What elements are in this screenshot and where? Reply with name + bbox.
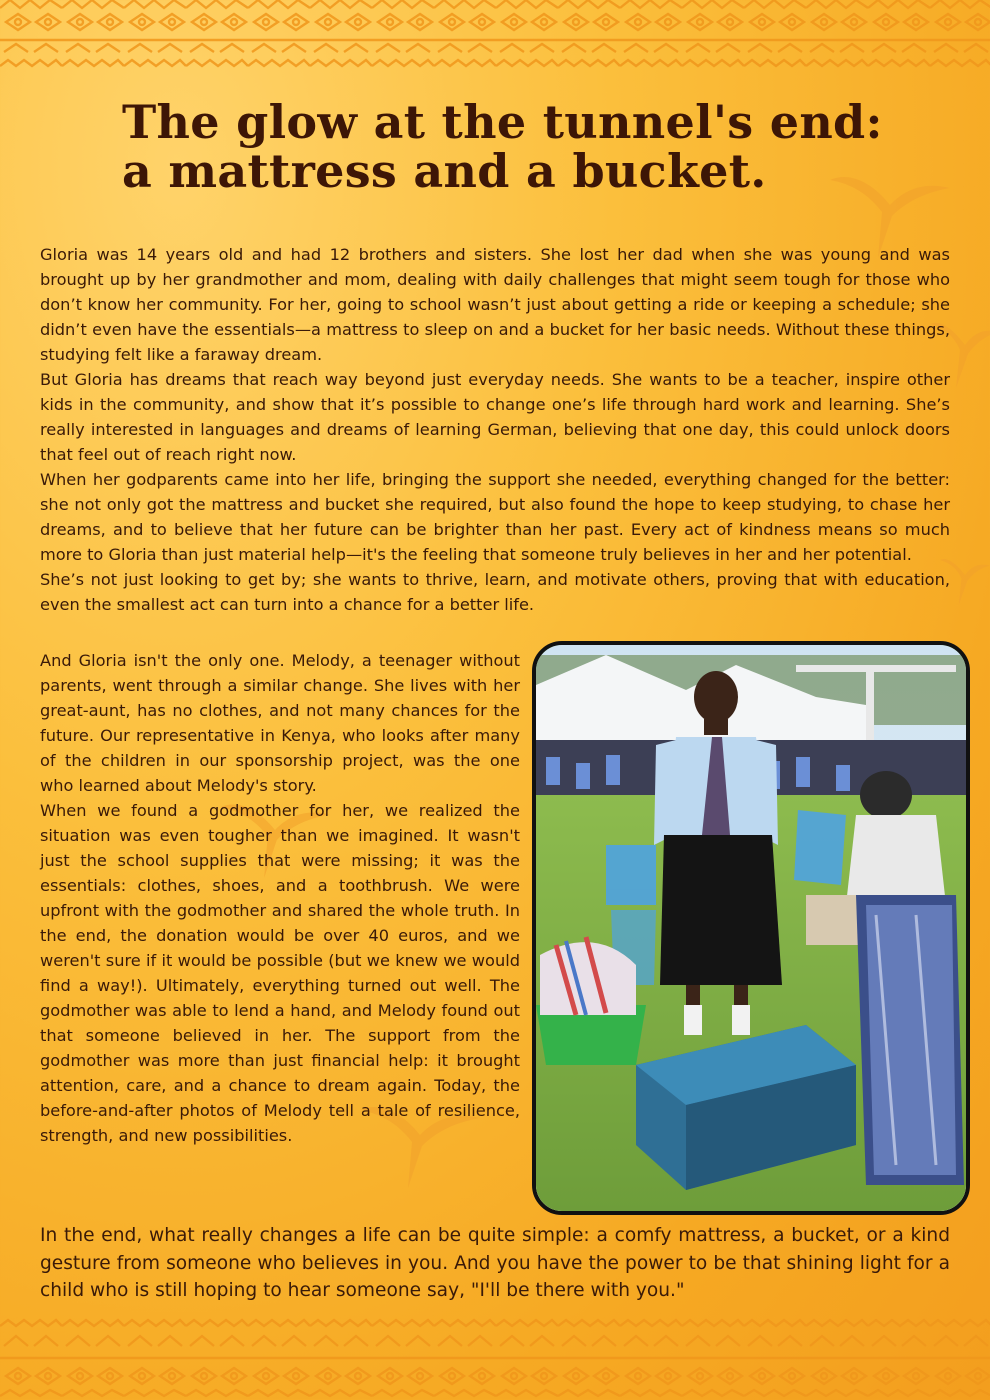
- melody-story: [40, 648, 520, 1148]
- page-title: [122, 95, 902, 198]
- paragraph: She’s not just looking to get by; she wants to thrive, learn, and motivate others, proving that with education, even the smallest act can turn into a chance for a better life.: [40, 570, 950, 614]
- title-line-1: The glow at the tunnel's end:: [122, 95, 883, 149]
- paragraph: When her godparents came into her life, bringing the support she needed, everything changed for the better: she not only got the mattress and bucket she required, but also found the hope to keep studying, to chase her dreams, and to believe that her future can be brighter than her past. Every act of kindness means so much more to Gloria than just material help—it's the feeling that someone truly believes in her and her potential.: [40, 470, 950, 564]
- paragraph: And Gloria isn't the only one. Melody, a teenager without parents, went through a similar change. She lives with her great-aunt, has no clothes, and not many chances for the future. Our representative in Kenya, who looks after many of the children in our sponsorship project, was the one who learned about Melody's story.: [40, 651, 520, 795]
- title-line-2: a mattress and a bucket.: [122, 144, 767, 198]
- gloria-story: [40, 242, 950, 617]
- paragraph: When we found a godmother for her, we realized the situation was even tougher than we imagined. It wasn't just the school supplies that were missing; it was the essentials: clothes, shoes, and a toothbrush. We were upfront with the godmother and shared the whole truth. In the end, the donation would be over 40 euros, and we weren't sure if it would be possible (but we knew we would find a way!). Ultimately, everything turned out well. The godmother was able to lend a hand, and Melody found out that someone believed in her. The support from the godmother was more than just financial help: it brought attention, care, and a chance to dream again. Today, the before-and-after photos of Melody tell a tale of resilience, strength, and new possibilities.: [40, 801, 520, 1145]
- paragraph: Gloria was 14 years old and had 12 brothers and sisters. She lost her dad when she was young and was brought up by her grandmother and mom, dealing with daily challenges that might seem tough for those who don’t know her community. For her, going to school wasn’t just about getting a ride or keeping a schedule; she didn’t even have the essentials—a mattress to sleep on and a bucket for her basic needs. Without these things, studying felt like a faraway dream.: [40, 245, 950, 364]
- closing-paragraph: [40, 1222, 950, 1305]
- melody-photo: [532, 641, 970, 1215]
- paragraph: But Gloria has dreams that reach way beyond just everyday needs. She wants to be a teacher, inspire other kids in the community, and show that it’s possible to change one’s life through hard work and learning. She’s really interested in languages and dreams of learning German, believing that one day, this could unlock doors that feel out of reach right now.: [40, 370, 950, 464]
- bottom-decorative-border: [0, 1316, 990, 1400]
- top-decorative-border: [0, 0, 990, 78]
- paragraph: In the end, what really changes a life can be quite simple: a comfy mattress, a bucket, or a kind gesture from someone who believes in you. And you have the power to be that shining light for a child who is still hoping to hear someone say, "I'll be there with you.": [40, 1225, 950, 1301]
